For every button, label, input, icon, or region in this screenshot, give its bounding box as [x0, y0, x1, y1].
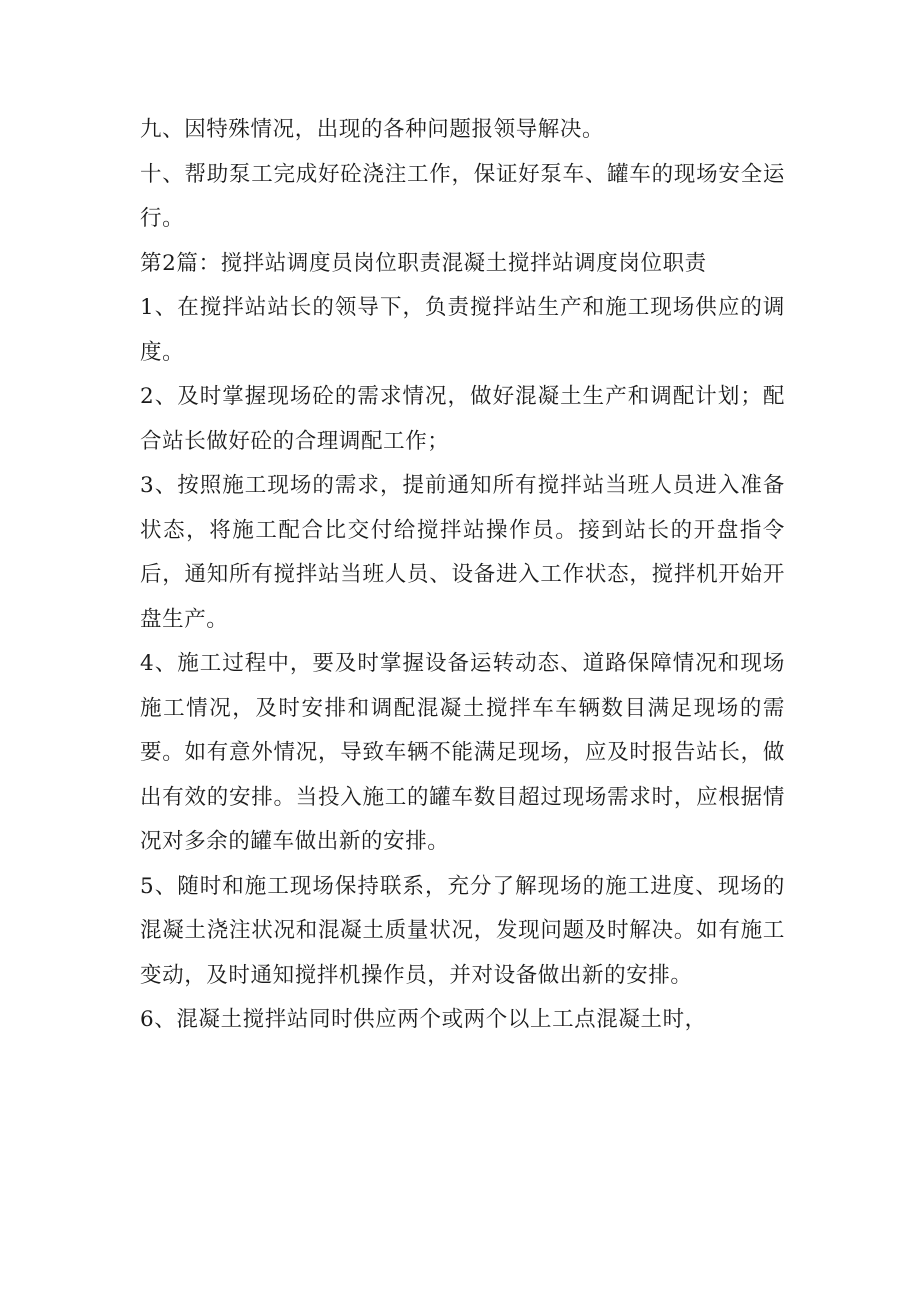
paragraph-item-5: 5、随时和施工现场保持联系，充分了解现场的施工进度、现场的混凝土浇注状况和混凝土质量状况，发现问题及时解决。如有施工变动，及时通知搅拌机操作员，并对设备做出新的安排。 [140, 873, 785, 988]
section-heading-2: 第2篇：搅拌站调度员岗位职责混凝土搅拌站调度岗位职责 [140, 250, 707, 276]
document-page [140, 108, 785, 1043]
paragraph-item-3: 3、按照施工现场的需求，提前通知所有搅拌站当班人员进入准备状态，将施工配合比交付给搅拌站操作员。接到站长的开盘指令后，通知所有搅拌站当班人员、设备进入工作状态，搅拌机开始开盘生产。 [140, 473, 785, 632]
paragraph-item-2: 2、及时掌握现场砼的需求情况，做好混凝土生产和调配计划；配合站长做好砼的合理调配工作； [140, 384, 785, 454]
paragraph-10: 十、帮助泵工完成好砼浇注工作，保证好泵车、罐车的现场安全运行。 [140, 161, 785, 231]
paragraph-9: 九、因特殊情况，出现的各种问题报领导解决。 [140, 117, 605, 142]
paragraph-item-6: 6、混凝土搅拌站同时供应两个或两个以上工点混凝土时， [140, 1007, 707, 1032]
paragraph-item-4: 4、施工过程中，要及时掌握设备运转动态、道路保障情况和现场施工情况，及时安排和调配混凝土搅拌车车辆数目满足现场的需要。如有意外情况，导致车辆不能满足现场，应及时报告站长，做出有效的安排。当投入施工的罐车数目超过现场需求时，应根据情况对多余的罐车做出新的安排。 [140, 651, 785, 854]
paragraph-item-1: 1、在搅拌站站长的领导下，负责搅拌站生产和施工现场供应的调度。 [140, 295, 785, 365]
